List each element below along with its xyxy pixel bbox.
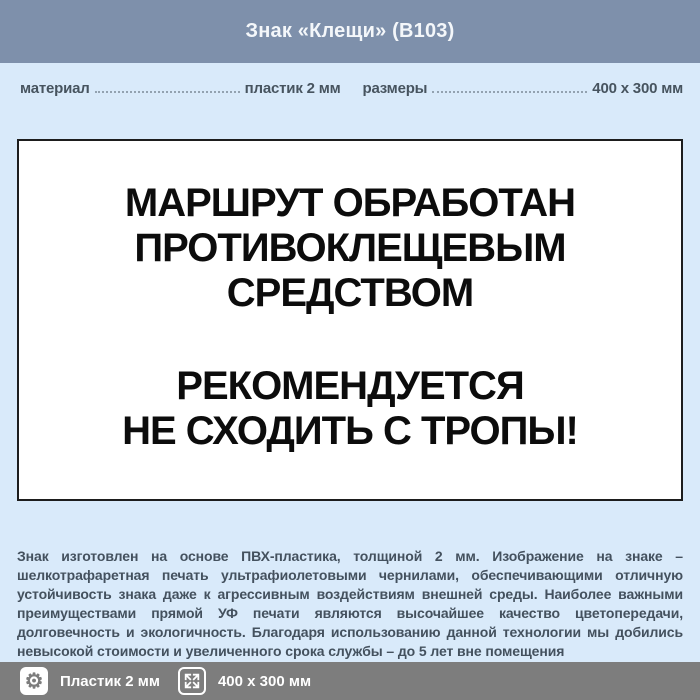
sign-preview [17, 139, 683, 501]
sign-line: СРЕДСТВОМ [226, 271, 474, 315]
sign-line: ПРОТИВОКЛЕЩЕВЫМ [134, 226, 566, 270]
material-badge-label: Пластик 2 мм [60, 672, 160, 690]
spec-material-label: материал [20, 80, 90, 97]
spec-size [363, 80, 684, 97]
dotted-leader [95, 91, 240, 93]
expand-icon [178, 667, 206, 695]
sign-message-top [125, 181, 575, 316]
spec-material [20, 80, 341, 97]
sign-message-bottom [122, 364, 578, 454]
page-title: Знак «Клещи» (В103) [245, 20, 455, 42]
spec-size-value: 400 x 300 мм [592, 80, 683, 97]
sign-line: МАРШРУТ ОБРАБОТАН [124, 181, 576, 225]
material-badge[interactable] [20, 667, 160, 695]
footer-bar [0, 662, 700, 700]
spec-material-value: пластик 2 мм [244, 80, 341, 97]
dotted-leader [432, 91, 587, 93]
sign-line: РЕКОМЕНДУЕТСЯ [176, 364, 524, 408]
spec-size-label: размеры [362, 80, 428, 97]
sign-line: НЕ СХОДИТЬ С ТРОПЫ! [122, 409, 578, 453]
product-description: Знак изготовлен на основе ПВХ-пластика, толщиной 2 мм. Изображение на знаке – шелкотрафаретная печать ультрафиолетовыми чернилами, обеспечивающими отличную устойчивость знака даже к агрессивным воздействиям внешней среды. Наиболее важными преимуществами прямой УФ печати являются высочайшее качество цветопередачи, долговечность и экологичность. Благодаря использованию данной технологии мы добились невысокой стоимости и увеличенного срока службы – до 5 лет вне помещения [17, 548, 683, 659]
header-bar [0, 0, 700, 63]
size-badge-label: 400 x 300 мм [217, 672, 312, 690]
size-badge[interactable] [178, 667, 311, 695]
gear-icon: ⚙ [20, 667, 48, 695]
specs-row [0, 63, 700, 97]
